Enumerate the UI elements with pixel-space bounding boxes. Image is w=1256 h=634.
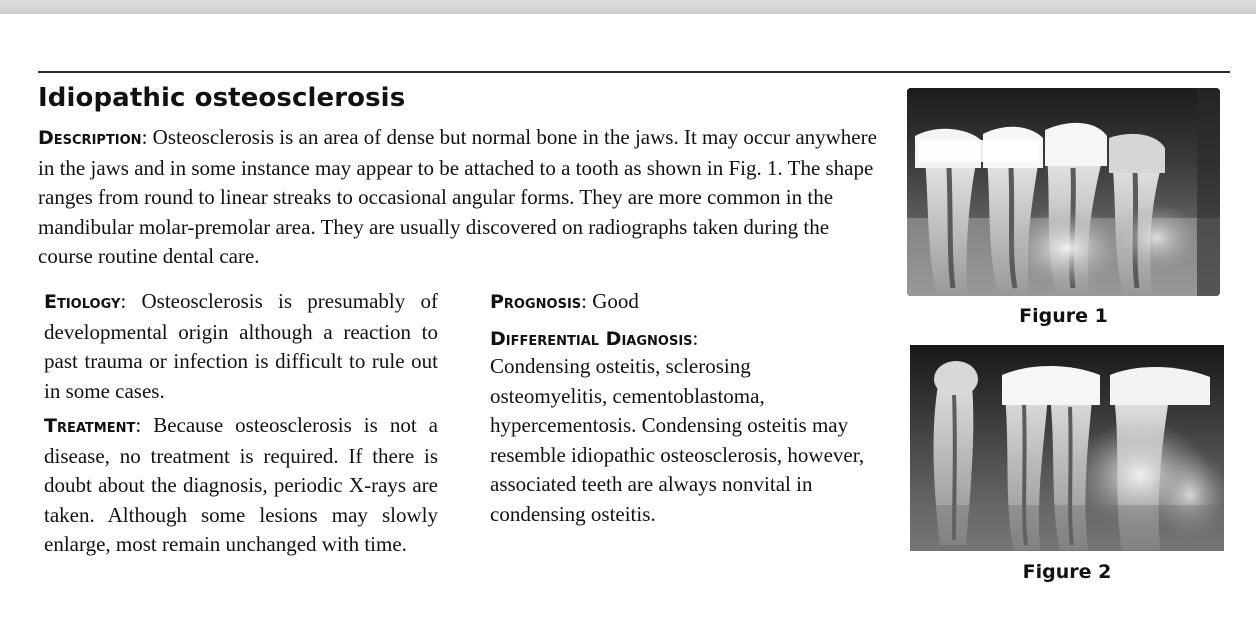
treatment-label: Treatment — [44, 415, 136, 437]
etiology-label: Etiology — [44, 291, 121, 313]
description-paragraph — [38, 123, 888, 272]
differential-separator: : — [692, 326, 699, 350]
prognosis-separator: : — [581, 289, 593, 313]
section-rule — [38, 71, 1230, 73]
differential-heading — [490, 324, 880, 355]
description-text: Osteosclerosis is an area of dense but normal bone in the jaws. It may occur anywhere in the jaws and in some instance may appear to be attached to a tooth as shown in Fig. 1. The shape ranges from round to linear streaks to occasional angular forms. They are more common in the mandibular molar-premolar area. They are usually discovered on radiographs taken during the course routine dental care. — [38, 125, 877, 268]
treatment-separator: : — [135, 413, 154, 437]
figure-2-caption: Figure 2 — [1022, 561, 1112, 583]
etiology-separator: : — [120, 289, 142, 313]
prognosis-paragraph — [490, 287, 880, 318]
prognosis-text: Good — [592, 289, 639, 313]
treatment-text: Because osteosclerosis is not a disease, no treatment is required. If there is doubt about the diagnosis, periodic X-rays are taken. Although some lesions may slowly enlarge, most remain unchanged with time. — [44, 413, 438, 556]
figure-2-xray-image — [910, 345, 1224, 551]
figure-1-caption: Figure 1 — [1019, 305, 1108, 327]
etiology-paragraph — [44, 287, 438, 406]
treatment-paragraph — [44, 411, 438, 560]
prognosis-label: Prognosis — [490, 291, 582, 313]
figure-1-radiograph — [907, 88, 1220, 296]
figure-2-radiograph — [910, 345, 1224, 551]
differential-label: Differential Diagnosis — [490, 328, 693, 350]
description-separator: : — [141, 125, 153, 149]
page-title: Idiopathic osteosclerosis — [38, 83, 406, 113]
top-bar — [0, 0, 1256, 14]
description-label: Description — [38, 127, 142, 149]
etiology-text: Osteosclerosis is presumably of developmental origin although a reaction to past trauma or infection is difficult to rule out in some cases. — [44, 289, 438, 403]
figure-1-xray-image — [907, 88, 1220, 296]
differential-text: Condensing osteitis, sclerosing osteomyelitis, cementoblastoma, hypercementosis. Condensing osteitis may resemble idiopathic osteosclerosis, however, associated teeth are always nonvital in condensing osteitis. — [490, 354, 865, 526]
